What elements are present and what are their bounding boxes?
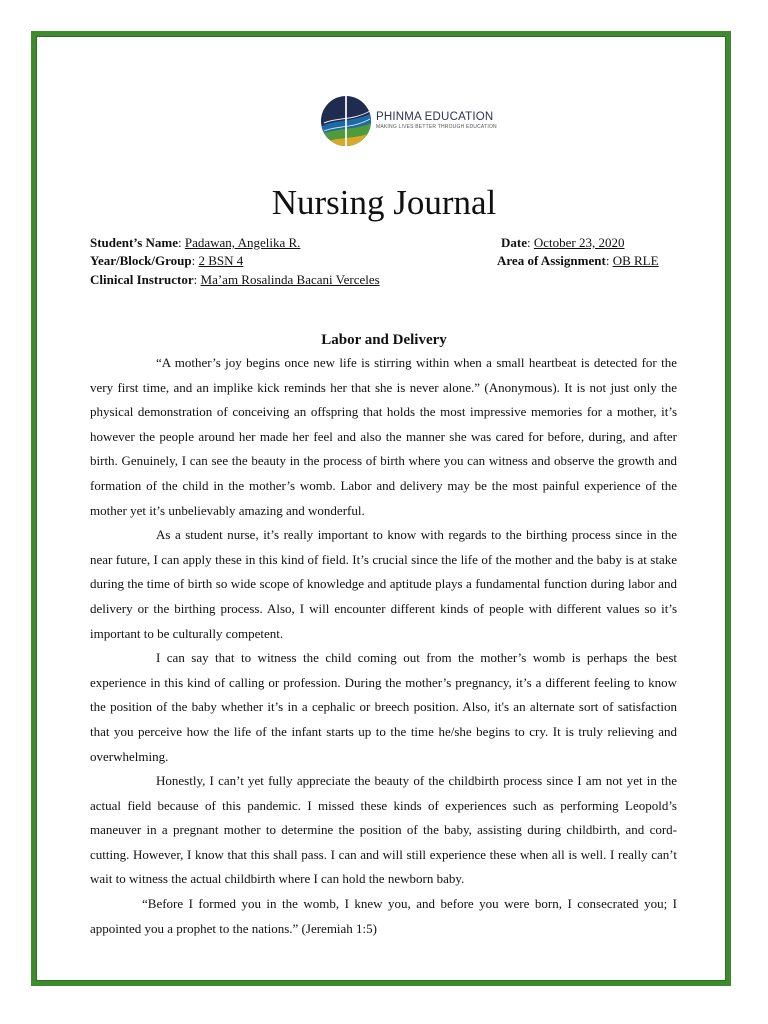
paragraph-2: As a student nurse, it’s really important to know with regards to the birthing process since in the near future, I can apply these in this kind of field. It’s crucial since the life of the mother and the baby is at stake during the time of birth so wide scope of knowledge and aptitude plays a fundamental function during labor and delivery or the birthing process. Also, I will encounter different kinds of people with different values so it’s important to be culturally competent. [90,527,677,641]
date-row: Date: October 23, 2020 [501,235,625,250]
paragraph-1: “A mother’s joy begins once new life is stirring within when a small heartbeat is detected for the very first time, and an implike kick reminds her that she is never alone.” (Anonymous). It is not just only the physical demonstration of conceiving an offspring that holds the most impressive memories for a mother, it’s however the people around her made her feel and also the manner she was cared for before, during, and after birth. Genuinely, I can see the beauty in the process of birth where you can witness and observe the growth and formation of the child in the mother’s womb. Labor and delivery may be the most painful experience of the mother yet it’s unbelievably amazing and wonderful. [90,355,677,518]
paragraph-3: I can say that to witness the child coming out from the mother’s womb is perhaps the best experience in this kind of calling or profession. During the mother’s pregnancy, it’s a different feeling to know the position of the baby whether it’s in a cephalic or breech position. Also, it's an alternate sort of satisfaction that you perceive how the life of the infant starts up to the time he/she begins to cry. It is truly relieving and overwhelming. [90,650,677,764]
bible-quote: “Before I formed you in the womb, I knew you, and before you were born, I consecrated you; I appointed you a prophet to the nations.” (Jeremiah 1:5) [90,896,677,936]
section-heading: Labor and Delivery [321,332,447,348]
journal-body [90,351,677,941]
instructor-row: Clinical Instructor: Ma’am Rosalinda Bacani Verceles [90,272,380,287]
phinma-emblem-icon [320,93,372,149]
student-name-value: Padawan, Angelika R. [184,235,301,250]
instructor-label: Clinical Instructor [90,272,194,287]
logo-name: PHINMA EDUCATION [376,111,494,123]
area-label: Area of Assignment [497,253,606,268]
group-label: Year/Block/Group [90,253,192,268]
logo-tagline: MAKING LIVES BETTER THROUGH EDUCATION [376,124,497,130]
group-value: 2 BSN 4 [198,253,244,268]
page-title: Nursing Journal [271,183,497,222]
group-row: Year/Block/Group: 2 BSN 4 [90,253,244,268]
area-row: Area of Assignment: OB RLE [497,253,659,268]
date-label: Date [501,235,527,250]
area-value: OB RLE [612,253,659,268]
instructor-value: Ma’am Rosalinda Bacani Verceles [200,272,380,287]
date-value: October 23, 2020 [533,235,625,250]
student-name-label: Student’s Name [90,235,178,250]
paragraph-4: Honestly, I can’t yet fully appreciate the beauty of the childbirth process since I am not yet in the actual field because of this pandemic. I missed these kinds of experiences such as performing Leopold’s maneuver in a pregnant mother to determine the position of the baby, assisting during childbirth, and cord-cutting. However, I know that this shall pass. I can and will still experience these when all is well. I really can’t wait to witness the actual childbirth where I can hold the newborn baby. [90,773,677,887]
phinma-logo [320,93,497,149]
student-name-row: Student’s Name: Padawan, Angelika R. [90,235,301,250]
